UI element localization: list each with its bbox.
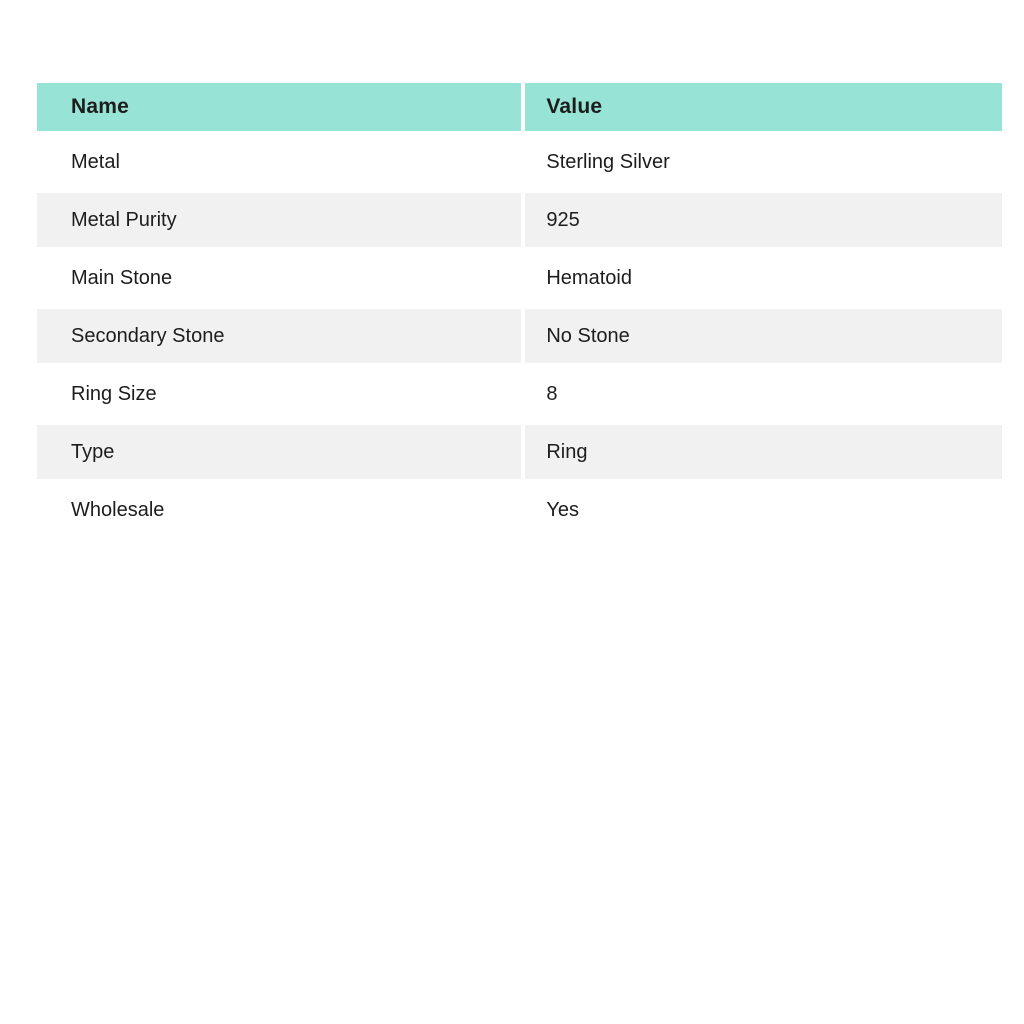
attribute-name-cell: Secondary Stone (37, 307, 523, 365)
column-header-name: Name (37, 83, 523, 133)
table-header-row (37, 83, 1002, 133)
table-row (37, 191, 1002, 249)
attribute-value-cell: Hematoid (523, 249, 1002, 307)
attribute-name-cell: Main Stone (37, 249, 523, 307)
attribute-value-cell: Sterling Silver (523, 133, 1002, 191)
attribute-value-cell: No Stone (523, 307, 1002, 365)
attributes-table-container (37, 83, 1002, 541)
attribute-value-cell: 925 (523, 191, 1002, 249)
attribute-value-cell: Yes (523, 481, 1002, 539)
attribute-name-cell: Metal (37, 133, 523, 191)
attributes-table (37, 83, 1002, 541)
column-header-value: Value (523, 83, 1002, 133)
table-row (37, 481, 1002, 539)
attribute-name-cell: Type (37, 423, 523, 481)
table-row (37, 133, 1002, 191)
table-row (37, 307, 1002, 365)
table-row (37, 365, 1002, 423)
attribute-name-cell: Ring Size (37, 365, 523, 423)
table-body (37, 133, 1002, 539)
attribute-value-cell: 8 (523, 365, 1002, 423)
table-row (37, 249, 1002, 307)
attribute-name-cell: Wholesale (37, 481, 523, 539)
attribute-value-cell: Ring (523, 423, 1002, 481)
table-row (37, 423, 1002, 481)
attribute-name-cell: Metal Purity (37, 191, 523, 249)
